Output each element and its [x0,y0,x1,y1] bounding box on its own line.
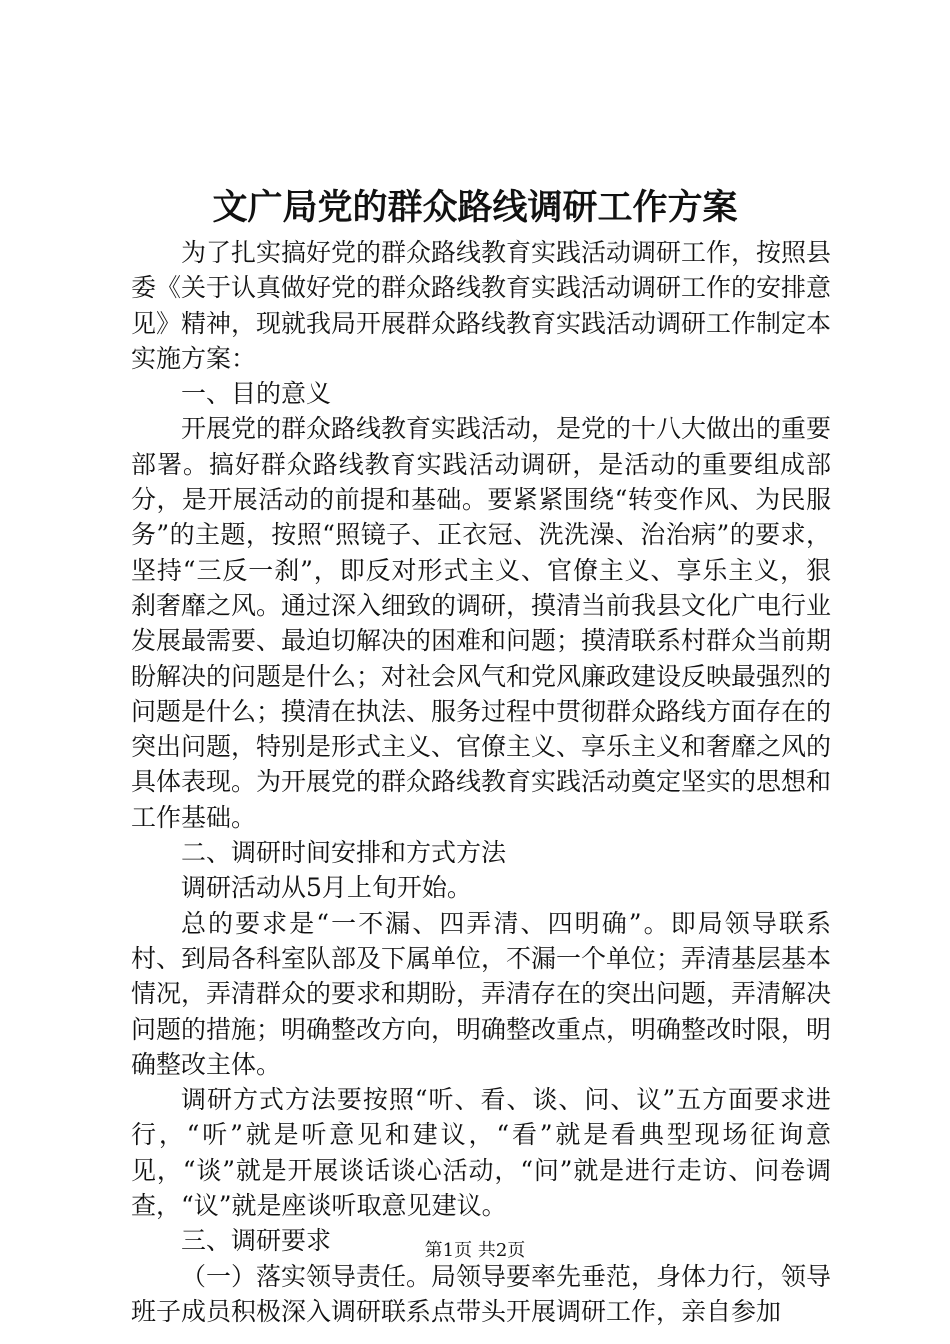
section-heading-purpose: 一、目的意义 [181,379,332,409]
schedule-paragraph: 调研活动从5月上旬开始。 [181,873,472,903]
document-title: 文广局党的群众路线调研工作方案 [212,187,738,228]
document-body [131,235,831,1329]
section-heading-schedule: 二、调研时间安排和方式方法 [181,838,507,868]
page-footer: 第1页 共2页 [424,1240,526,1261]
methods-paragraph: 调研方式方法要按照“听、看、谈、问、议”五方面要求进行，“听”就是听意见和建议，“看”就是看典型现场征询意见，“谈”就是开展谈话谈心活动，“问”就是进行走访、问卷调查，“议”就是座谈听取意见建议。 [131,1085,831,1221]
section-heading-requirements: 三、调研要求 [181,1226,332,1256]
requirements-summary-paragraph: 总的要求是“一不漏、四弄清、四明确”。即局领导联系村、到局各科室队部及下属单位，不漏一个单位；弄清基层基本情况，弄清群众的要求和期盼，弄清存在的突出问题，弄清解决问题的措施；明确整改方向，明确整改重点，明确整改时限，明确整改主体。 [131,908,832,1079]
purpose-paragraph: 开展党的群众路线教育实践活动，是党的十八大做出的重要部署。搞好群众路线教育实践活动调研，是活动的重要组成部分，是开展活动的前提和基础。要紧紧围绕“转变作风、为民服务”的主题，按照“照镜子、正衣冠、洗洗澡、治治病”的要求，坚持“三反一刹”，即反对形式主义、官僚主义、享乐主义，狠刹奢靡之风。通过深入细致的调研，摸清当前我县文化广电行业发展最需要、最迫切解决的困难和问题；摸清联系村群众当前期盼解决的问题是什么；对社会风气和党风廉政建设反映最强烈的问题是什么；摸清在执法、服务过程中贯彻群众路线方面存在的突出问题，特别是形式主义、官僚主义、享乐主义和奢靡之风的具体表现。为开展党的群众路线教育实践活动奠定坚实的思想和工作基础。 [131,414,832,832]
intro-paragraph: 为了扎实搞好党的群众路线教育实践活动调研工作，按照县委《关于认真做好党的群众路线教育实践活动调研工作的安排意见》精神，现就我局开展群众路线教育实践活动调研工作制定本实施方案： [131,238,832,373]
leadership-paragraph: （一）落实领导责任。局领导要率先垂范，身体力行，领导班子成员积极深入调研联系点带头开展调研工作，亲自参加 [131,1261,832,1326]
